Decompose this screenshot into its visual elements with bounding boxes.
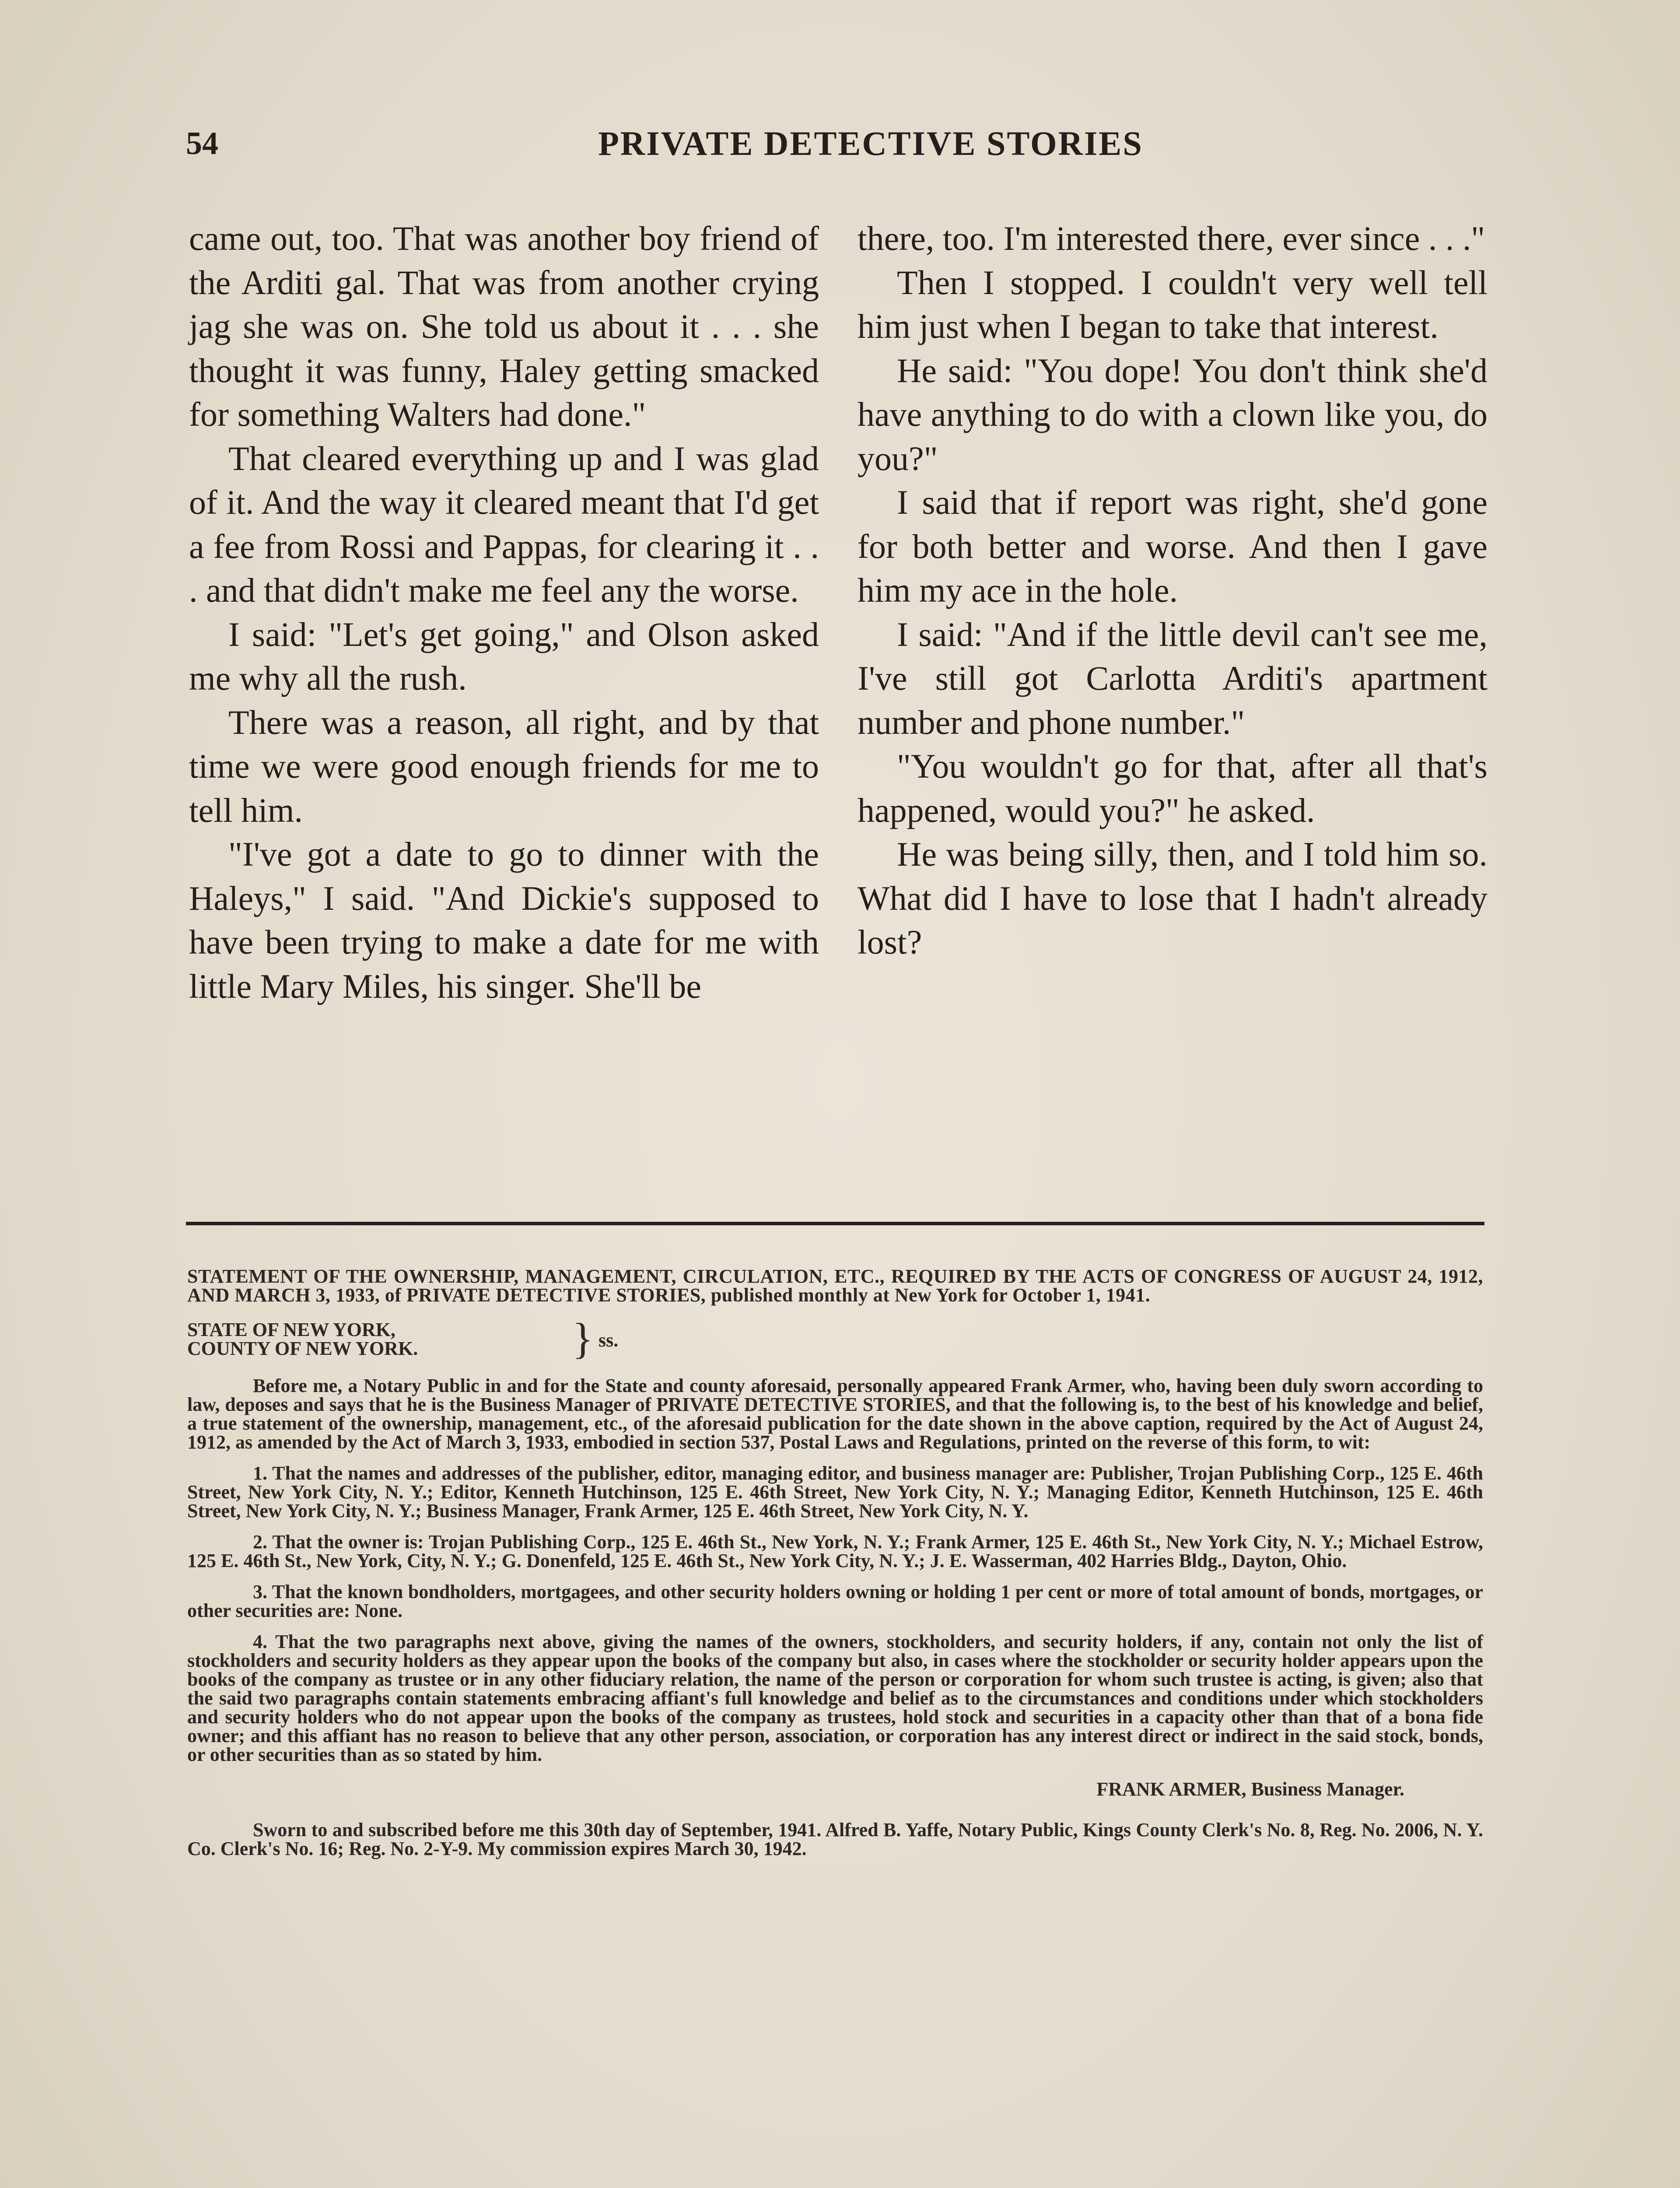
jurisdiction-ss: ss.	[598, 1329, 619, 1351]
story-paragraph: came out, too. That was another boy friend of the Arditi gal. That was from another crying jag she was on. She told us about it . . . she thought it was funny, Haley getting smacked for something Walters had done."	[189, 219, 819, 433]
page-number: 54	[186, 126, 218, 161]
ownership-statement	[187, 1267, 1483, 1870]
statement-item: 4. That the two paragraphs next above, giving the names of the owners, stockholders, and security holders, if any, contain not only the list of stockholders and security holders as they appear upon the books of the company but also, in cases where the stockholder or security holder appears upon the books of the company as trustee or in any other fiduciary relation, the name of the person or corporation for whom such trustee is acting, is given; also that the said two paragraphs contain statements embracing affiant's full knowledge and belief as to the circumstances and conditions under which stockholders and security holders who do not appear upon the books of the company as trustees, hold stock and securities in a capacity other than that of a bona fide owner; and this affiant has no reason to believe that any other person, association, or corporation has any interest direct or indirect in the said stock, bonds, or other securities than as so stated by him.	[187, 1631, 1483, 1765]
statement-jurisdiction	[187, 1314, 1483, 1363]
story-paragraph: He was being silly, then, and I told him so. What did I have to lose that I hadn't already lost?	[858, 835, 1488, 961]
section-divider-rule	[186, 1222, 1484, 1225]
story-paragraph: I said that if report was right, she'd gone for both better and worse. And then I gave him my ace in the hole.	[858, 483, 1488, 609]
story-paragraph: There was a reason, all right, and by that time we were good enough friends for me to tell him.	[189, 703, 819, 829]
statement-signature: FRANK ARMER, Business Manager.	[1096, 1778, 1404, 1800]
jurisdiction-lines	[187, 1320, 418, 1358]
story-paragraph: I said: "Let's get going," and Olson asked me why all the rush.	[189, 615, 819, 697]
jurisdiction-county: COUNTY OF NEW YORK.	[187, 1338, 418, 1359]
story-paragraph: "I've got a date to go to dinner with the Haleys," I said. "And Dickie's supposed to have been trying to make a date for me with little Mary Miles, his singer. She'll be	[189, 835, 819, 1005]
story-paragraph: Then I stopped. I couldn't very well tell him just when I began to take that interest.	[858, 263, 1488, 345]
statement-intro: STATEMENT OF THE OWNERSHIP, MANAGEMENT, CIRCULATION, ETC., REQUIRED BY THE ACTS OF CONGRESS OF AUGUST 24, 1912, AND MARCH 3, 1933, of PRIVATE DETECTIVE STORIES, published monthly at New York for October 1, 1941.	[187, 1266, 1483, 1306]
story-text	[189, 217, 1488, 1199]
statement-item: 1. That the names and addresses of the publisher, editor, managing editor, and business manager are: Publisher, Trojan Publishing Corp., 125 E. 46th Street, New York City, N. Y.; Editor, Kenneth Hutchinson, 125 E. 46th Street, New York City, N. Y.; Managing Editor, Kenneth Hutchinson, 125 E. 46th Street, New York City, N. Y.; Business Manager, Frank Armer, 125 E. 46th Street, New York City, N. Y.	[187, 1462, 1483, 1522]
page-header	[186, 118, 1503, 166]
jurisdiction-state: STATE OF NEW YORK,	[187, 1319, 396, 1340]
story-paragraph: He said: "You dope! You don't think she'd have anything to do with a clown like you, do you?"	[858, 351, 1488, 477]
statement-sworn: Sworn to and subscribed before me this 30th day of September, 1941. Alfred B. Yaffe, Notary Public, Kings County Clerk's No. 8, Reg. No. 2006, N. Y. Co. Clerk's No. 16; Reg. No. 2-Y-9. My commission expires March 30, 1942.	[187, 1819, 1483, 1859]
statement-affidavit: Before me, a Notary Public in and for the State and county aforesaid, personally appeared Frank Armer, who, having been duly sworn according to law, deposes and says that he is the Business Manager of PRIVATE DETECTIVE STORIES, and that the following is, to the best of his knowledge and belief, a true statement of the ownership, management, etc., of the aforesaid publication for the date shown in the above caption, required by the Act of August 24, 1912, as amended by the Act of March 3, 1933, embodied in section 537, Postal Laws and Regulations, printed on the reverse of this form, to wit:	[187, 1375, 1483, 1453]
story-column-right	[858, 217, 1488, 964]
story-paragraph: I said: "And if the little devil can't see me, I've still got Carlotta Arditi's apartment number and phone number."	[858, 615, 1488, 741]
statement-item: 3. That the known bondholders, mortgagees, and other security holders owning or holding 1 per cent or more of total amount of bonds, mortgages, or other securities are: None.	[187, 1581, 1483, 1621]
statement-item: 2. That the owner is: Trojan Publishing Corp., 125 E. 46th St., New York, N. Y.; Frank Armer, 125 E. 46th St., New York City, N. Y.; Michael Estrow, 125 E. 46th St., New York, City, N. Y.; G. Donenfeld, 125 E. 46th St., New York City, N. Y.; J. E. Wasserman, 402 Harries Bldg., Dayton, Ohio.	[187, 1531, 1483, 1571]
brace-glyph: }	[572, 1314, 593, 1363]
story-paragraph: there, too. I'm interested there, ever since . . ."	[858, 219, 1485, 257]
story-paragraph: "You wouldn't go for that, after all that's happened, would you?" he asked.	[858, 747, 1488, 829]
story-paragraph: That cleared everything up and I was glad of it. And the way it cleared meant that I'd get a fee from Rossi and Pappas, for clearing it . . . and that didn't make me feel any the worse.	[189, 439, 819, 609]
running-title: PRIVATE DETECTIVE STORIES	[598, 124, 1143, 162]
story-column-left	[189, 217, 819, 1008]
